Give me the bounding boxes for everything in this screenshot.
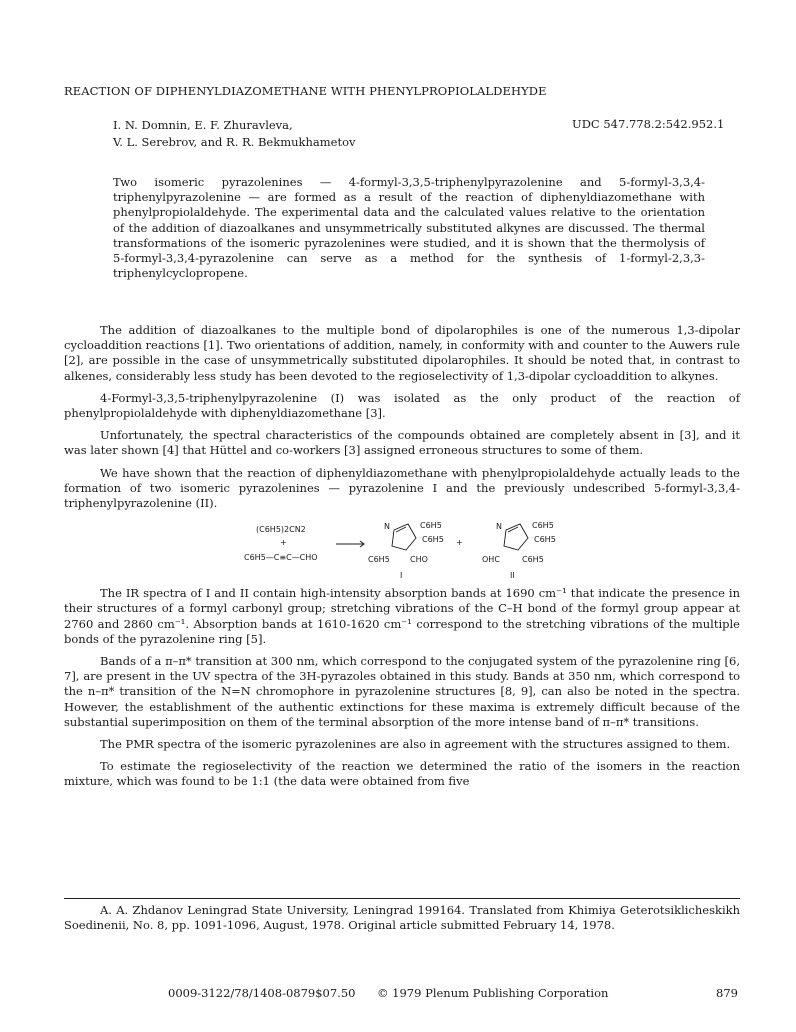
footnote-rule <box>64 898 740 899</box>
copyright-notice: © 1979 Plenum Publishing Corporation <box>377 986 609 1000</box>
body-paragraph-3: Unfortunately, the spectral characteristics of the compounds obtained are completely absent in [3], and it was later shown [4] that Hüttel and co-workers [3] assigned erroneous structures to some of them. <box>64 428 740 458</box>
product-ii-nitrogen: N <box>496 522 502 532</box>
product-i-phenyl-left: C6H5 <box>368 555 390 565</box>
plus-sign-2: + <box>456 538 463 548</box>
product-ii-formyl: OHC <box>482 555 500 565</box>
product-i-phenyl-right: C6H5 <box>422 535 444 545</box>
affiliation-footnote <box>64 898 740 933</box>
product-i-nitrogen: N <box>384 522 390 532</box>
article-body <box>64 323 740 797</box>
product-ii-phenyl-top: C6H5 <box>532 521 554 531</box>
authors-line-2: V. L. Serebrov, and R. R. Bekmukhametov <box>113 135 356 149</box>
plus-sign-1: + <box>280 538 287 548</box>
body-paragraph-1: The addition of diazoalkanes to the multiple bond of dipolarophiles is one of the numerous 1,3-dipolar cycloaddition reactions [1]. Two orientations of addition, namely, in conformity with and counter to the Auwers rule [2], are possible in the case of unsymmetrically substituted dipolarophiles. It should be noted that, in contrast to alkenes, considerably less study has been devoted to the regioselectivity of 1,3-dipolar cycloaddition to alkynes. <box>64 323 740 383</box>
reagent-diphenyldiazomethane: (C6H5)2CN2 <box>256 525 306 535</box>
body-paragraph-4: We have shown that the reaction of diphenyldiazomethane with phenylpropiolaldehyde actually leads to the formation of two isomeric pyrazolenines — pyrazolenine I and the previously undescribed 5-formyl-3,3,4-triphenylpyrazolenine (II). <box>64 465 740 511</box>
product-ii-structure <box>482 521 556 580</box>
reaction-scheme-drawing <box>244 518 624 580</box>
issn-code: 0009-3122/78/1408-0879$07.50 <box>168 986 356 1000</box>
reaction-scheme <box>64 518 740 581</box>
reagent-phenylpropiolaldehyde: C6H5—C≡C—CHO <box>244 553 318 563</box>
abstract: Two isomeric pyrazolenines — 4-formyl-3,3,5-triphenylpyrazolenine and 5-formyl-3,3,4-triphenylpyrazolenine — are formed as a result of the reaction of diphenyldiazomethane with phenylpropiolaldehyde. The experimental data and the calculated values relative to the orientation of the addition of diazoalkanes and unsymmetrically substituted alkynes are discussed. The thermal transformations of the isomeric pyrazolenines were studied, and it is shown that the thermolysis of 5-formyl-3,3,4-pyrazolenine can serve as a method for the synthesis of 1-formyl-2,3,3-triphenylcyclopropene. <box>113 175 705 281</box>
product-ii-phenyl-right: C6H5 <box>534 535 556 545</box>
body-paragraph-5: The IR spectra of I and II contain high-intensity absorption bands at 1690 cm⁻¹ that indicate the presence in their structures of a formyl carbonyl group; stretching vibrations of the C–H bond of the formyl group appear at 2760 and 2860 cm⁻¹. Absorption bands at 1610-1620 cm⁻¹ correspond to the stretching vibrations of the multiple bonds of the pyrazolenine ring [5]. <box>64 586 740 646</box>
paper-title: REACTION OF DIPHENYLDIAZOMETHANE WITH PHENYLPROPIOLALDEHYDE <box>64 84 547 98</box>
body-paragraph-6: Bands of a π–π* transition at 300 nm, which correspond to the conjugated system of the pyrazolenine ring [6, 7], are present in the UV spectra of the 3H-pyrazoles obtained in this study. Bands at 350 nm, which correspond to the n–π* transition of the N=N chromophore in pyrazolenine structures [8, 9], can also be noted in the spectra. However, the establishment of the authentic extinctions for these maxima is extremely difficult because of the substantial superimposition on them of the terminal absorption of the more intense band of π–π* transitions. <box>64 654 740 729</box>
body-paragraph-7: The PMR spectra of the isomeric pyrazolenines are also in agreement with the structures assigned to them. <box>100 737 731 752</box>
authors-line-1: I. N. Domnin, E. F. Zhuravleva, <box>113 118 293 132</box>
product-i-phenyl-top: C6H5 <box>420 521 442 531</box>
product-i-formyl: CHO <box>410 555 428 565</box>
product-ii-phenyl-bottom: C6H5 <box>522 555 544 565</box>
product-i-structure <box>368 521 444 580</box>
product-ii-label: II <box>510 571 515 581</box>
body-paragraph-2: 4-Formyl-3,3,5-triphenylpyrazolenine (I) was isolated as the only product of the reaction of phenylpropiolaldehyde with diphenyldiazomethane [3]. <box>64 390 740 421</box>
reaction-arrow <box>336 541 364 547</box>
body-paragraph-8: To estimate the regioselectivity of the reaction we determined the ratio of the isomers in the reaction mixture, which was found to be 1:1 (the data were obtained from five <box>64 759 740 789</box>
udc-code: UDC 547.778.2:542.952.1 <box>572 117 725 131</box>
author-list <box>113 117 356 151</box>
footnote-text: A. A. Zhdanov Leningrad State University, Leningrad 199164. Translated from Khimiya Geterotsiklicheskikh Soedinenii, No. 8, pp. 1091-1096, August, 1978. Original article submitted February 14, 1978. <box>64 903 740 933</box>
product-i-label: I <box>400 571 403 581</box>
page-number: 879 <box>716 986 738 1000</box>
